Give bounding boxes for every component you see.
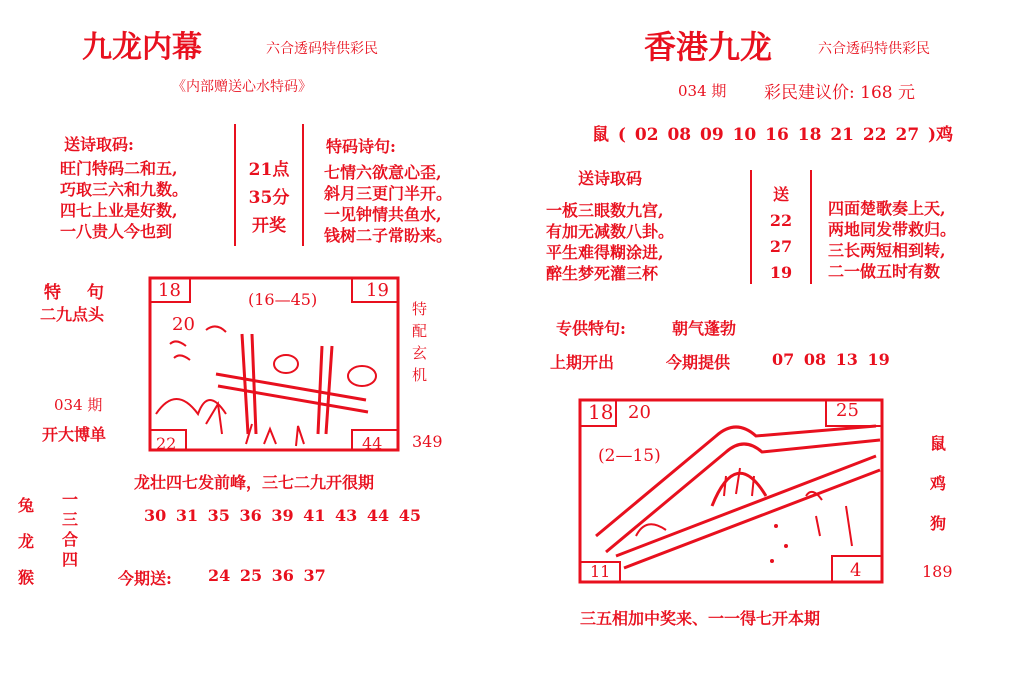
pole-2 (318, 346, 332, 434)
left-poem-line: 四七上业是好数, (60, 201, 178, 220)
left-poem (60, 158, 188, 242)
left-poem2-line: 斜月三更门半开。 (324, 184, 453, 203)
right-poem2-line: 四面楚歌奏上天, (828, 199, 946, 218)
left-tagline: 《内部赠送心水特码》 (172, 79, 312, 95)
right-poem (546, 200, 674, 284)
left-send-numbers: 24 25 36 37 (208, 566, 326, 585)
right-box-tr: 25 (836, 400, 859, 421)
dot (784, 544, 788, 548)
send-box-item: 19 (769, 263, 793, 282)
right-zodiac-row: 鼠 ( 02 08 09 10 16 18 21 22 27 )鸡 (592, 125, 954, 145)
right-poem2-line: 二一做五时有数 (828, 262, 941, 281)
egg-scribble (274, 355, 298, 373)
left-box-bl: 22 (156, 434, 177, 453)
left-special-phrase: 二九点头 (40, 305, 105, 324)
right-special-phrase: 朝气蓬勃 (672, 319, 737, 338)
right-poem-header: 送诗取码 (578, 169, 643, 188)
right-side-number: 189 (922, 562, 953, 581)
left-divider-2 (302, 124, 304, 246)
send-box-item: 27 (769, 237, 793, 256)
side-zodiac-char: 鼠 (930, 434, 947, 453)
side-zodiac-char: 狗 (930, 514, 947, 533)
draw-time-line: 开奖 (252, 216, 286, 236)
left-verse: 龙壮四七发前峰，三七二九开很期 (134, 473, 375, 492)
right-send-box (756, 182, 806, 286)
left-poem-line: 旺门特码二和五, (60, 159, 178, 178)
left-poem2-line: 一见钟情共鱼水, (324, 205, 442, 224)
left-side-vertical (412, 298, 427, 386)
right-poem-line: 有加无减数八卦。 (546, 222, 675, 241)
right-box-scribble2: 20 (628, 402, 651, 423)
side-char: 机 (412, 366, 428, 384)
right-last-label: 上期开出 (550, 353, 615, 372)
left-zodiac-col2 (62, 490, 78, 570)
side-char: 配 (412, 322, 428, 340)
zodiac-char: 龙 (18, 532, 35, 551)
arch-lines (724, 468, 754, 496)
egg-scribble (348, 366, 376, 386)
right-verse: 三五相加中奖来、一一得七开本期 (580, 609, 821, 628)
zodiac-char: 合 (62, 530, 79, 549)
right-current-numbers: 07 08 13 19 (772, 350, 890, 369)
zodiac-char: 一 (62, 490, 79, 509)
right-box-scribble: (2—15) (598, 446, 661, 466)
left-special-label: 特 句 (44, 283, 114, 303)
left-box-tr: 19 (366, 280, 389, 301)
left-poem2 (324, 162, 452, 246)
left-poem2-line: 钱树二子常盼来。 (324, 226, 453, 245)
draw-time (240, 156, 298, 240)
left-poem-header: 送诗取码: (64, 135, 134, 154)
pole-1 (242, 334, 256, 434)
side-char: 玄 (412, 344, 428, 362)
zodiac-char: 四 (62, 550, 79, 569)
right-poem-line: 醉生梦死灌三杯 (546, 264, 659, 283)
right-poem2-line: 两地同发带救归。 (828, 220, 957, 239)
left-box-scribble: (16—45) (248, 290, 318, 309)
right-subtitle: 六合透码特供彩民 (818, 41, 930, 57)
zodiac-char: 兔 (18, 496, 35, 515)
right-box-tl: 18 (588, 400, 614, 424)
right-poem2 (828, 198, 956, 282)
left-issue: 034 期 (54, 396, 103, 414)
send-box-item: 22 (769, 211, 793, 230)
left-side-number: 349 (412, 432, 443, 451)
right-box-bl: 11 (590, 562, 611, 581)
left-numbers-row: 30 31 35 36 39 41 43 44 45 (144, 506, 421, 525)
right-issue: 034 期 (678, 82, 727, 100)
left-open: 开大博单 (42, 425, 107, 444)
left-poem2-header: 特码诗句: (326, 137, 396, 156)
right-divider-1 (750, 170, 752, 284)
left-zodiac-col1 (18, 488, 34, 596)
left-divider-1 (234, 124, 236, 246)
right-price: 彩民建议价: 168 元 (764, 83, 915, 103)
right-current-label: 今期提供 (666, 353, 731, 372)
zodiac-char: 三 (62, 510, 79, 529)
beam (216, 374, 368, 412)
side-char: 特 (412, 300, 428, 318)
right-poem-line: 平生难得糊涂进, (546, 243, 664, 262)
right-poem-line: 一板三眼数九宫, (546, 201, 664, 220)
right-box-br: 4 (850, 560, 862, 581)
left-poem-line: 巧取三六和九数。 (60, 180, 189, 199)
left-send-label: 今期送: (118, 569, 172, 588)
right-title: 香港九龙 (644, 28, 773, 66)
right-special-label: 专供特句: (556, 319, 626, 338)
right-poem2-line: 三长两短相到转, (828, 241, 946, 260)
side-zodiac-char: 鸡 (930, 474, 947, 493)
right-drawing-box (576, 396, 886, 586)
left-poem2-line: 七情六欲意心歪, (324, 163, 442, 182)
dot (774, 524, 778, 528)
left-box-scribble2: 20 (172, 314, 195, 335)
left-poem-line: 一八贵人今也到 (60, 222, 173, 241)
dot (770, 559, 774, 563)
left-title: 九龙内幕 (82, 30, 202, 65)
left-subtitle: 六合透码特供彩民 (266, 41, 378, 57)
zodiac-char: 猴 (18, 568, 35, 587)
send-box-item: 送 (772, 185, 789, 204)
left-box-br: 44 (362, 434, 383, 453)
right-side-zodiac (930, 424, 946, 544)
right-divider-2 (810, 170, 812, 284)
draw-time-line: 21点 (248, 160, 290, 180)
draw-time-line: 35分 (248, 188, 290, 208)
left-box-tl: 18 (158, 280, 181, 301)
